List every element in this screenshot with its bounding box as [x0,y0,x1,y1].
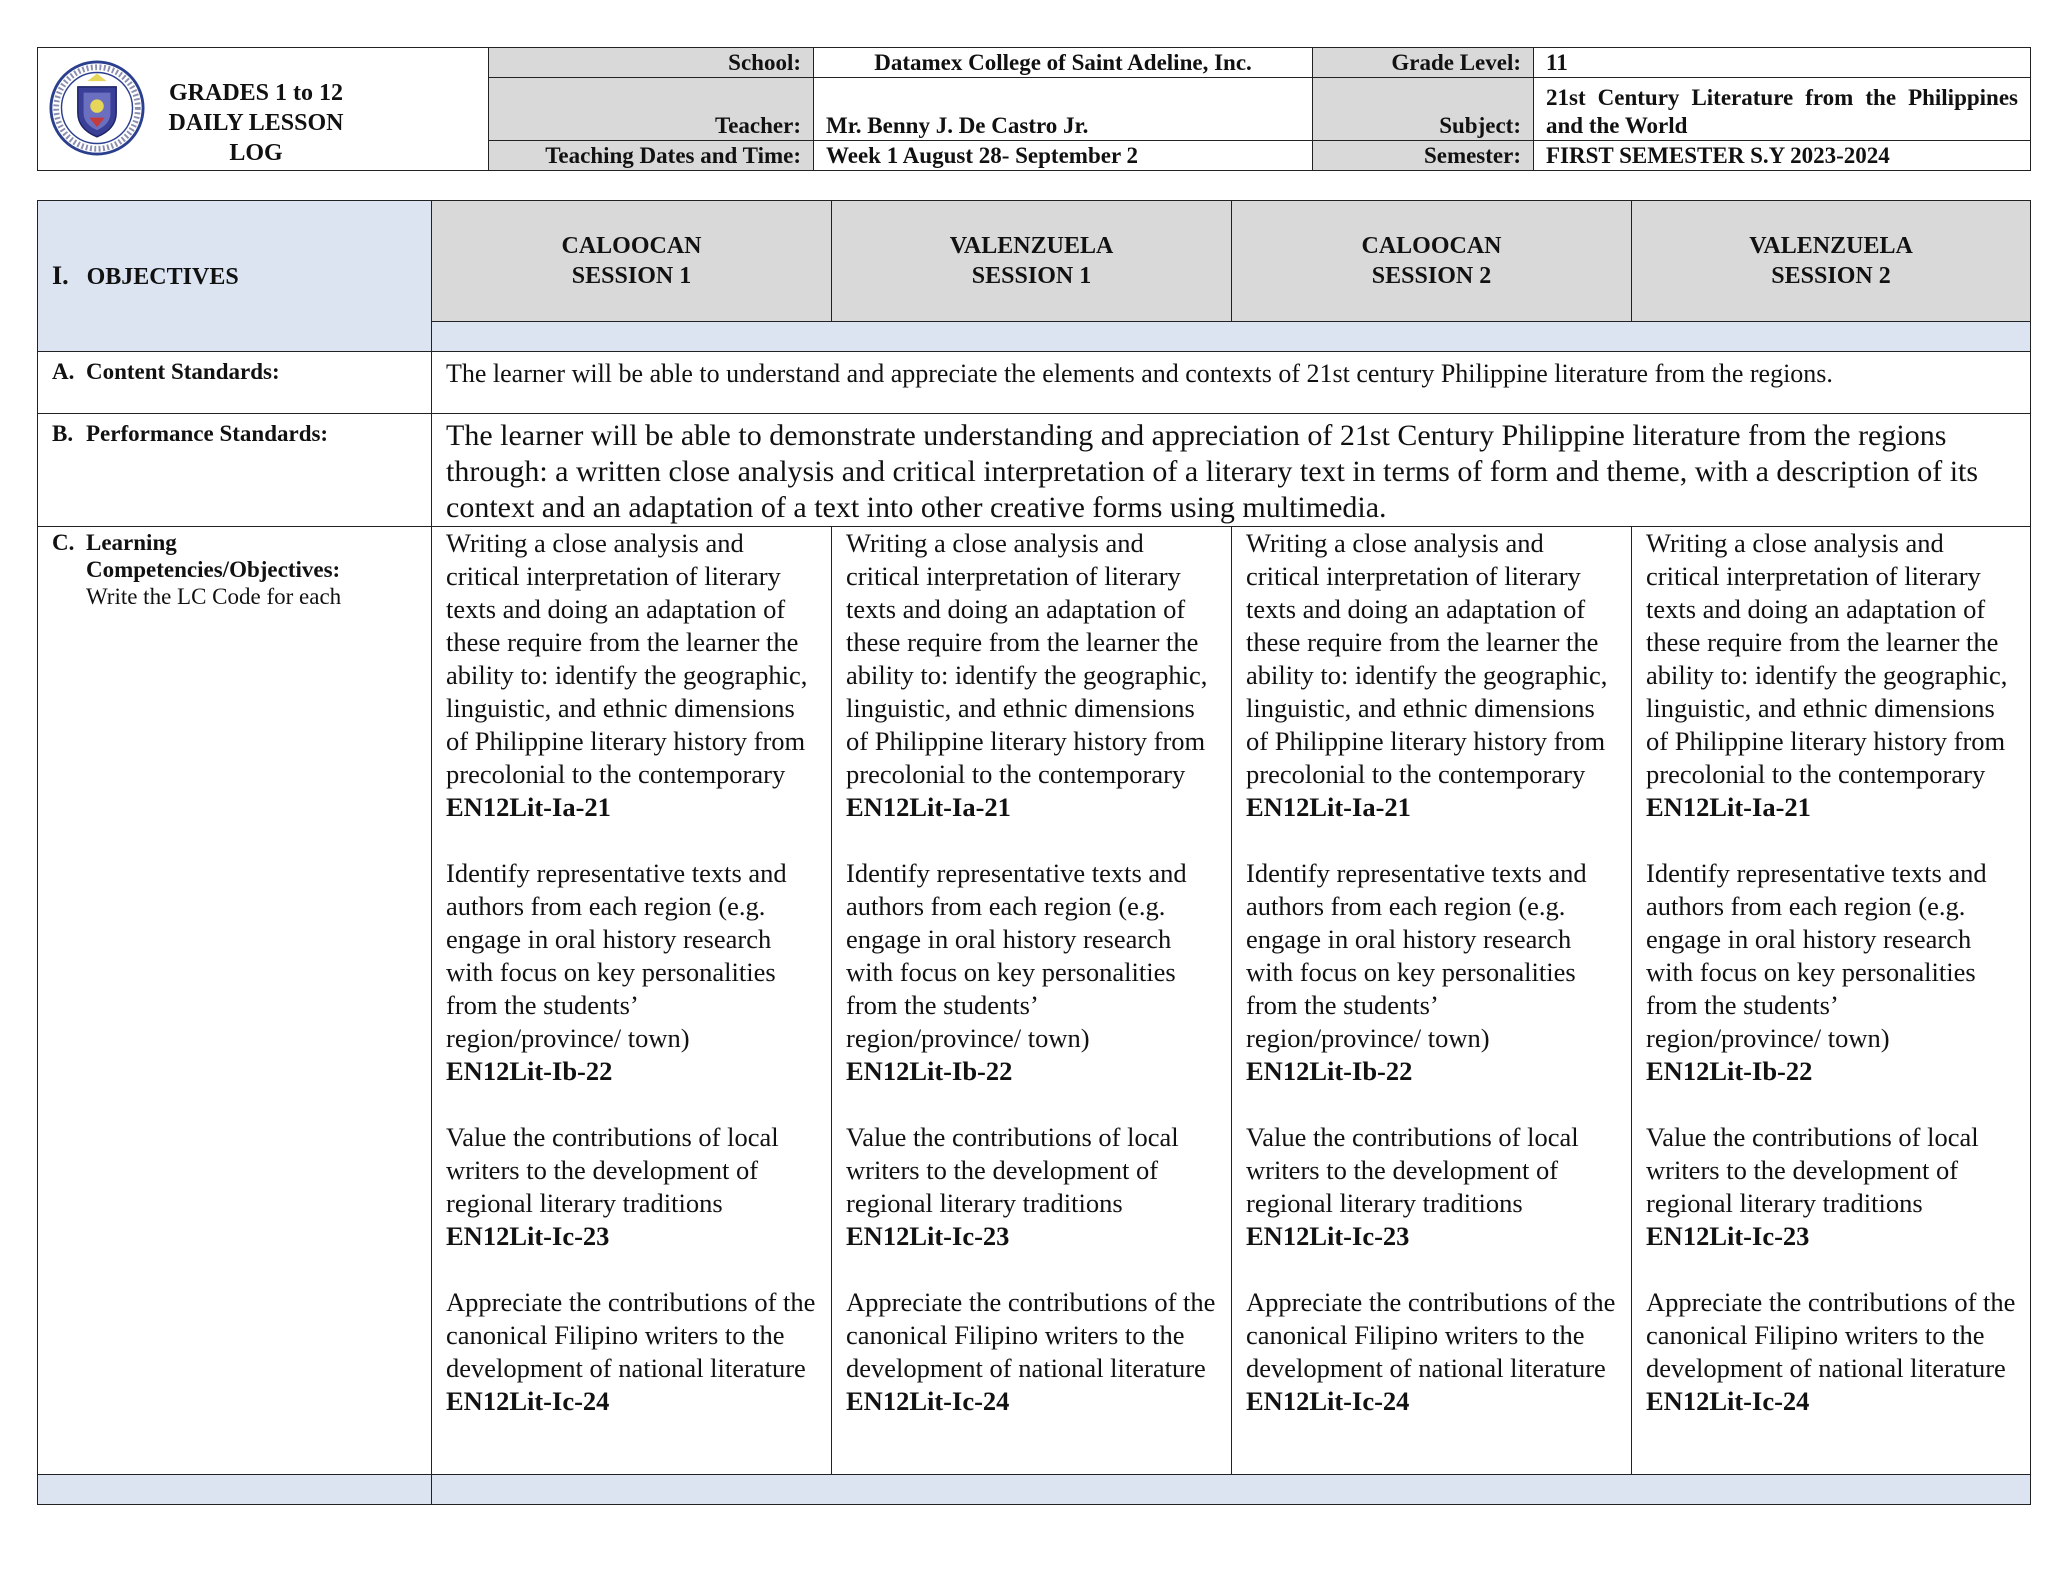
competency-text: Identify representative texts and authors from each region (e.g. engage in oral history research with focus on key personalities from the students’ region/province/ town) [846,858,1187,1053]
competency-text: Appreciate the contributions of the canonical Filipino writers to the development of national literature [1246,1287,1616,1383]
content-standards-text: The learner will be able to understand and appreciate the elements and contexts of 21st century Philippine literature from the regions. [432,352,2031,414]
competency-code: EN12Lit-Ic-24 [846,1386,1010,1416]
header-logo-cell [38,48,489,171]
subject-label: Subject: [1313,78,1534,141]
footer-blue-strip [432,1475,2031,1505]
dll-title-line: DAILY LESSON [168,110,344,136]
learning-competencies-label [38,527,432,1475]
competency-text: Appreciate the contributions of the canonical Filipino writers to the development of national literature [1646,1287,2016,1383]
competency-code: EN12Lit-Ib-22 [446,1056,613,1086]
dates-label: Teaching Dates and Time: [489,140,814,170]
competency-code: EN12Lit-Ia-21 [1246,792,1411,822]
competency-code: EN12Lit-Ic-23 [1646,1221,1810,1251]
competency-code: EN12Lit-Ib-22 [846,1056,1013,1086]
competency-code: EN12Lit-Ib-22 [1646,1056,1813,1086]
competency-text: Value the contributions of local writers to the development of regional literary traditions [1246,1122,1579,1218]
competency-text: Writing a close analysis and critical interpretation of literary texts and doing an adaptation of these require from the learner the ability to: identify the geographic, linguistic, and ethnic dimensions of Philippine literary history from precolonial to the contemporary [846,528,1208,789]
competency-code: EN12Lit-Ic-24 [1246,1386,1410,1416]
competency-text: Writing a close analysis and critical interpretation of literary texts and doing an adaptation of these require from the learner the ability to: identify the geographic, linguistic, and ethnic dimensions of Philippine literary history from precolonial to the contemporary [1246,528,1608,789]
row-label: Content Standards: [86,359,280,384]
teacher-label: Teacher: [489,78,814,141]
competency-text: Writing a close analysis and critical interpretation of literary texts and doing an adaptation of these require from the learner the ability to: identify the geographic, linguistic, and ethnic dimensions of Philippine literary history from precolonial to the contemporary [1646,528,2008,789]
header-table [37,47,2031,171]
subject-value: 21st Century Literature from the Philippines and the World [1534,78,2031,141]
competency-text: Value the contributions of local writers to the development of regional literary traditions [446,1122,779,1218]
competency-code: EN12Lit-Ia-21 [846,792,1011,822]
session-number: SESSION 1 [971,263,1092,289]
dates-value: Week 1 August 28- September 2 [814,140,1313,170]
competency-code: EN12Lit-Ic-24 [446,1386,610,1416]
row-letter: A. [52,359,75,384]
row-label: Competencies/Objectives: [86,557,341,582]
objectives-label: OBJECTIVES [86,264,239,290]
competency-text: Identify representative texts and authors from each region (e.g. engage in oral history research with focus on key personalities from the students’ region/province/ town) [446,858,787,1053]
objectives-blue-strip [432,322,2031,352]
grade-level-label: Grade Level: [1313,48,1534,78]
session-header [832,201,1232,322]
footer-blue-strip-left [38,1475,432,1505]
competency-code: EN12Lit-Ib-22 [1246,1056,1413,1086]
session-number: SESSION 1 [571,263,692,289]
performance-standards-text: The learner will be able to demonstrate understanding and appreciation of 21st Century Philippine literature from the regions through: a written close analysis and critical interpretation of a literary text in terms of form and theme, with a description of its context and an adaptation of a text into other creative forms using multimedia. [432,414,2031,527]
competency-text: Appreciate the contributions of the canonical Filipino writers to the development of national literature [846,1287,1216,1383]
competency-code: EN12Lit-Ia-21 [446,792,611,822]
competency-text: Writing a close analysis and critical interpretation of literary texts and doing an adaptation of these require from the learner the ability to: identify the geographic, linguistic, and ethnic dimensions of Philippine literary history from precolonial to the contemporary [446,528,808,789]
session-competencies-cell [432,527,832,1475]
session-location: CALOOCAN [1361,233,1502,259]
objectives-table [37,200,2031,1505]
row-label: Performance Standards: [86,421,329,446]
objectives-heading [38,201,432,352]
session-competencies-cell [1632,527,2031,1475]
grade-level-value: 11 [1534,48,2031,78]
competency-text: Value the contributions of local writers to the development of regional literary traditions [846,1122,1179,1218]
row-label: Learning [86,530,177,555]
competency-text: Value the contributions of local writers to the development of regional literary traditions [1646,1122,1979,1218]
dll-title-line: LOG [229,140,283,166]
dll-title [156,78,356,168]
competency-text: Identify representative texts and authors from each region (e.g. engage in oral history research with focus on key personalities from the students’ region/province/ town) [1246,858,1587,1053]
competency-code: EN12Lit-Ic-24 [1646,1386,1810,1416]
session-competencies-cell [832,527,1232,1475]
session-competencies-cell [1232,527,1632,1475]
session-header [1632,201,2031,322]
school-value: Datamex College of Saint Adeline, Inc. [814,48,1313,78]
session-location: CALOOCAN [561,233,702,259]
objectives-numeral: I. [52,261,69,290]
dll-title-line: GRADES 1 to 12 [168,80,343,106]
competency-text: Identify representative texts and authors from each region (e.g. engage in oral history research with focus on key personalities from the students’ region/province/ town) [1646,858,1987,1053]
competency-code: EN12Lit-Ic-23 [446,1221,610,1251]
competency-code: EN12Lit-Ia-21 [1646,792,1811,822]
session-location: VALENZUELA [949,233,1114,259]
session-header [432,201,832,322]
competency-text: Appreciate the contributions of the canonical Filipino writers to the development of national literature [446,1287,816,1383]
teacher-value: Mr. Benny J. De Castro Jr. [814,78,1313,141]
semester-value: FIRST SEMESTER S.Y 2023-2024 [1534,140,2031,170]
competency-code: EN12Lit-Ic-23 [846,1221,1010,1251]
session-header [1232,201,1632,322]
performance-standards-label [38,414,432,527]
session-number: SESSION 2 [1371,263,1492,289]
lc-code-note: Write the LC Code for each [86,584,342,609]
session-location: VALENZUELA [1749,233,1913,259]
competency-code: EN12Lit-Ic-23 [1246,1221,1410,1251]
content-standards-label [38,352,432,414]
session-number: SESSION 2 [1771,263,1891,289]
school-label: School: [489,48,814,78]
row-letter: B. [52,421,74,446]
semester-label: Semester: [1313,140,1534,170]
row-letter: C. [52,530,75,555]
deped-seal-icon [49,60,145,156]
